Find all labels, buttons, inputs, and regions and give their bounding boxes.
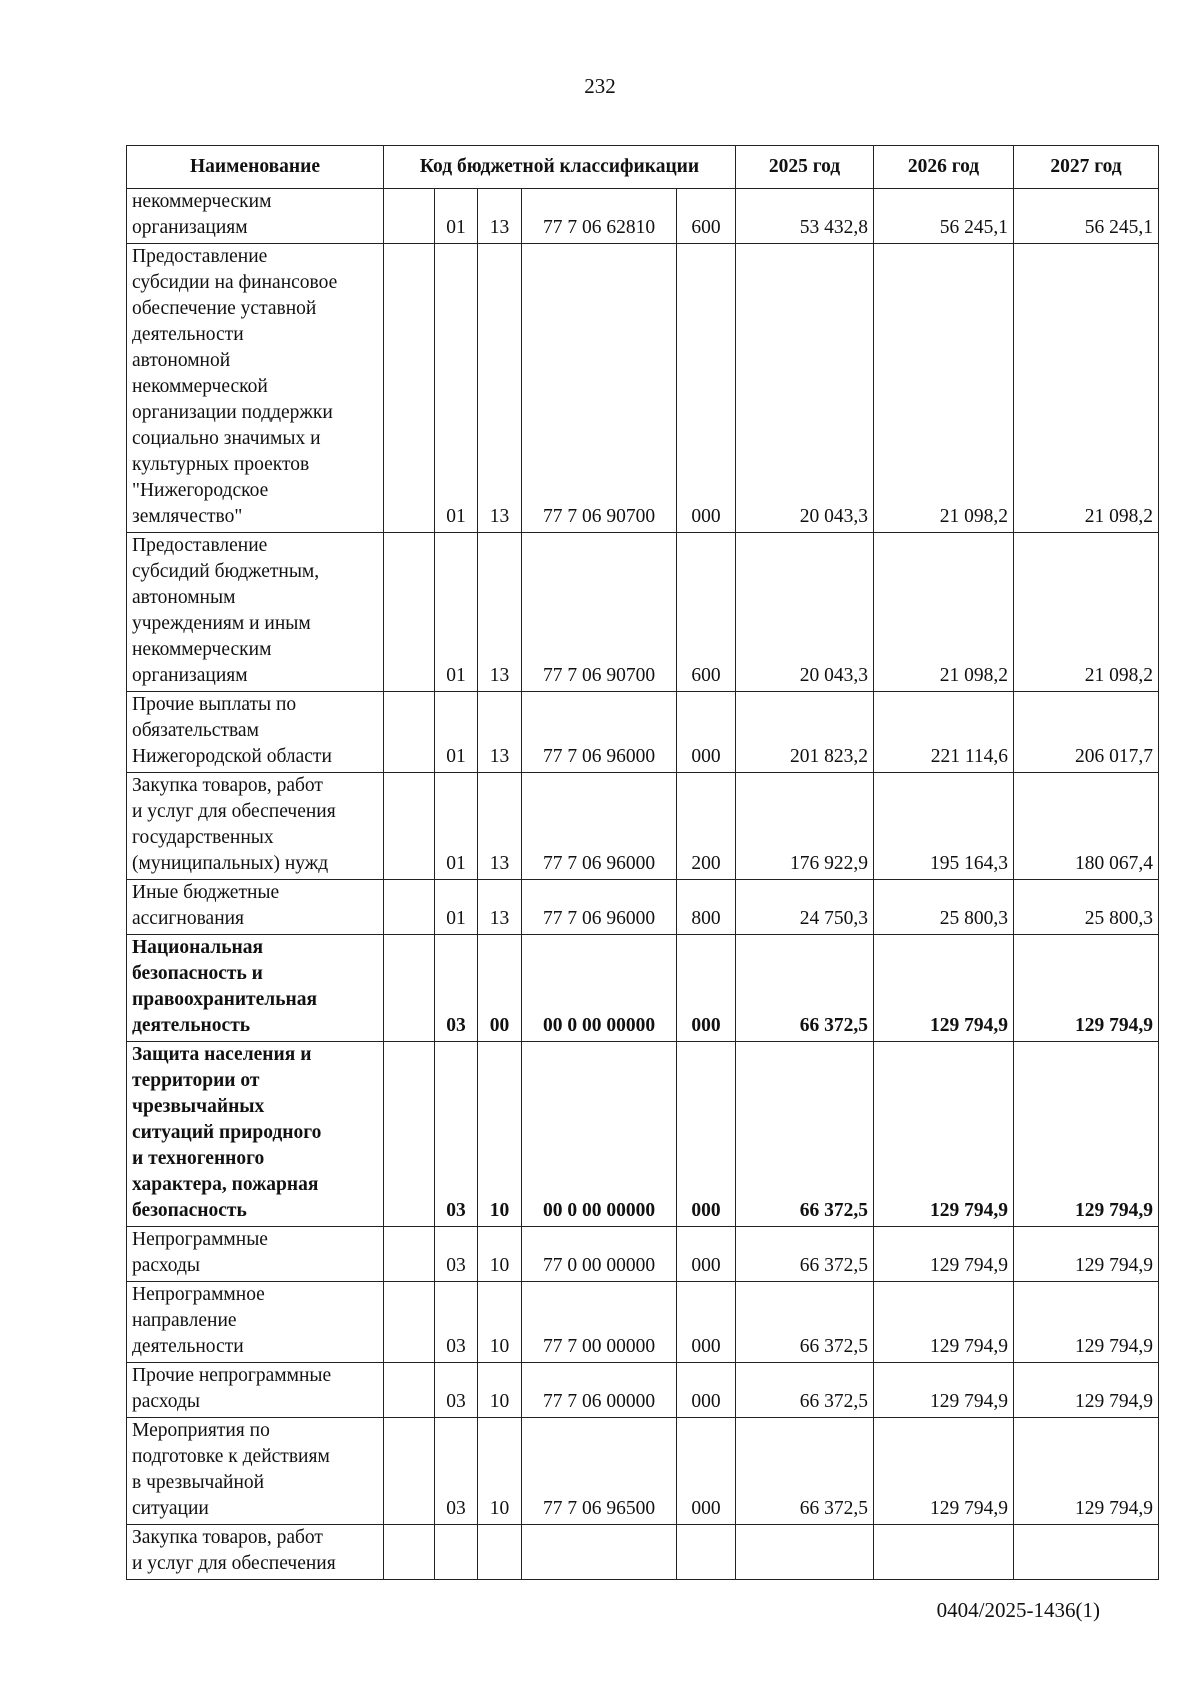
cell-target-article: [522, 1525, 677, 1580]
cell-expense-type: 600: [677, 533, 736, 692]
cell-expense-type: [677, 1525, 736, 1580]
cell-section: 01: [435, 692, 478, 773]
cell-name: Иные бюджетные ассигнования: [127, 880, 384, 935]
cell-subsection: 13: [478, 244, 522, 533]
cell-2026: 221 114,6: [874, 692, 1014, 773]
table-row: [127, 1227, 1159, 1282]
cell-name: Непрограммные расходы: [127, 1227, 384, 1282]
cell-2027: 206 017,7: [1014, 692, 1159, 773]
cell-2026: 21 098,2: [874, 533, 1014, 692]
cell-expense-type: 000: [677, 935, 736, 1042]
cell-empty: [384, 189, 435, 244]
cell-2025: 53 432,8: [736, 189, 874, 244]
cell-expense-type: 200: [677, 773, 736, 880]
cell-expense-type: 000: [677, 692, 736, 773]
table-row: [127, 935, 1159, 1042]
cell-2025: 176 922,9: [736, 773, 874, 880]
cell-2025: 66 372,5: [736, 1227, 874, 1282]
cell-2025: 66 372,5: [736, 1042, 874, 1227]
cell-2027: 129 794,9: [1014, 1282, 1159, 1363]
cell-expense-type: 600: [677, 189, 736, 244]
cell-empty: [384, 773, 435, 880]
cell-2027: 129 794,9: [1014, 935, 1159, 1042]
cell-name: Мероприятия по подготовке к действиям в чрезвычайной ситуации: [127, 1418, 384, 1525]
cell-subsection: 10: [478, 1227, 522, 1282]
cell-2026: 129 794,9: [874, 1042, 1014, 1227]
cell-section: 03: [435, 1418, 478, 1525]
header-2026: 2026 год: [874, 146, 1014, 189]
cell-name: Закупка товаров, работ и услуг для обеспечения государственных (муниципальных) нужд: [127, 773, 384, 880]
cell-section: 01: [435, 189, 478, 244]
cell-empty: [384, 1042, 435, 1227]
cell-target-article: 77 7 06 96000: [522, 692, 677, 773]
cell-section: [435, 1525, 478, 1580]
cell-section: 01: [435, 773, 478, 880]
header-2025: 2025 год: [736, 146, 874, 189]
cell-name: некоммерческим организациям: [127, 189, 384, 244]
cell-section: 03: [435, 1227, 478, 1282]
cell-2026: 129 794,9: [874, 935, 1014, 1042]
cell-subsection: 10: [478, 1282, 522, 1363]
cell-target-article: 77 7 00 00000: [522, 1282, 677, 1363]
cell-section: 03: [435, 1042, 478, 1227]
cell-subsection: 13: [478, 773, 522, 880]
cell-name: Защита населения и территории от чрезвычайных ситуаций природного и техногенного характера, пожарная безопасность: [127, 1042, 384, 1227]
table-row: [127, 244, 1159, 533]
cell-2027: 21 098,2: [1014, 533, 1159, 692]
cell-2025: 20 043,3: [736, 533, 874, 692]
cell-name: Предоставление субсидии на финансовое обеспечение уставной деятельности автономной некоммерческой организации поддержки социально значимых и культурных проектов "Нижегородское землячество": [127, 244, 384, 533]
cell-name: Национальная безопасность и правоохранительная деятельность: [127, 935, 384, 1042]
cell-target-article: 77 0 00 00000: [522, 1227, 677, 1282]
cell-2027: 129 794,9: [1014, 1042, 1159, 1227]
cell-target-article: 77 7 06 00000: [522, 1363, 677, 1418]
table-row: [127, 1042, 1159, 1227]
cell-2027: 129 794,9: [1014, 1363, 1159, 1418]
cell-subsection: 13: [478, 692, 522, 773]
cell-subsection: 13: [478, 533, 522, 692]
cell-target-article: 77 7 06 62810: [522, 189, 677, 244]
cell-2025: 66 372,5: [736, 1282, 874, 1363]
table-row: [127, 1282, 1159, 1363]
cell-section: 01: [435, 533, 478, 692]
table-body: [127, 189, 1159, 1580]
cell-target-article: 77 7 06 90700: [522, 244, 677, 533]
table-row: [127, 692, 1159, 773]
cell-subsection: 10: [478, 1418, 522, 1525]
cell-section: 01: [435, 880, 478, 935]
cell-expense-type: 000: [677, 1042, 736, 1227]
cell-subsection: [478, 1525, 522, 1580]
cell-2026: 129 794,9: [874, 1418, 1014, 1525]
table-row: [127, 189, 1159, 244]
cell-2025: 66 372,5: [736, 1418, 874, 1525]
cell-empty: [384, 1525, 435, 1580]
cell-2026: 129 794,9: [874, 1363, 1014, 1418]
cell-subsection: 00: [478, 935, 522, 1042]
cell-name: Предоставление субсидий бюджетным, автономным учреждениям и иным некоммерческим организациям: [127, 533, 384, 692]
cell-empty: [384, 880, 435, 935]
cell-expense-type: 800: [677, 880, 736, 935]
cell-2026: 25 800,3: [874, 880, 1014, 935]
cell-2026: 129 794,9: [874, 1282, 1014, 1363]
cell-2027: 129 794,9: [1014, 1418, 1159, 1525]
cell-2025: 66 372,5: [736, 1363, 874, 1418]
cell-section: 03: [435, 1282, 478, 1363]
cell-expense-type: 000: [677, 1418, 736, 1525]
document-code: 0404/2025-1436(1): [936, 1598, 1100, 1622]
table-row: [127, 1418, 1159, 1525]
cell-2027: 25 800,3: [1014, 880, 1159, 935]
cell-expense-type: 000: [677, 1282, 736, 1363]
cell-2027: 180 067,4: [1014, 773, 1159, 880]
cell-2026: 56 245,1: [874, 189, 1014, 244]
cell-expense-type: 000: [677, 244, 736, 533]
cell-expense-type: 000: [677, 1363, 736, 1418]
cell-empty: [384, 692, 435, 773]
cell-2025: 24 750,3: [736, 880, 874, 935]
cell-2025: 20 043,3: [736, 244, 874, 533]
cell-target-article: 77 7 06 96000: [522, 773, 677, 880]
cell-subsection: 13: [478, 189, 522, 244]
cell-subsection: 10: [478, 1042, 522, 1227]
cell-subsection: 13: [478, 880, 522, 935]
table-header-row: [127, 146, 1159, 189]
header-code: Код бюджетной классификации: [384, 146, 736, 189]
page-number: 232: [584, 74, 616, 98]
cell-empty: [384, 1363, 435, 1418]
table-row: [127, 533, 1159, 692]
cell-target-article: 77 7 06 96500: [522, 1418, 677, 1525]
cell-2027: 129 794,9: [1014, 1227, 1159, 1282]
table-row: [127, 773, 1159, 880]
table-row: [127, 880, 1159, 935]
table-row: [127, 1525, 1159, 1580]
cell-2026: 21 098,2: [874, 244, 1014, 533]
cell-target-article: 00 0 00 00000: [522, 935, 677, 1042]
cell-2027: [1014, 1525, 1159, 1580]
table-row: [127, 1363, 1159, 1418]
cell-section: 01: [435, 244, 478, 533]
cell-section: 03: [435, 935, 478, 1042]
cell-name: Непрограммное направление деятельности: [127, 1282, 384, 1363]
header-name: Наименование: [127, 146, 384, 189]
cell-empty: [384, 1418, 435, 1525]
cell-name: Прочие выплаты по обязательствам Нижегородской области: [127, 692, 384, 773]
cell-name: Прочие непрограммные расходы: [127, 1363, 384, 1418]
cell-2025: 201 823,2: [736, 692, 874, 773]
budget-table: [126, 145, 1159, 1580]
cell-name: Закупка товаров, работ и услуг для обеспечения: [127, 1525, 384, 1580]
cell-2027: 21 098,2: [1014, 244, 1159, 533]
cell-section: 03: [435, 1363, 478, 1418]
cell-empty: [384, 1282, 435, 1363]
cell-2026: 195 164,3: [874, 773, 1014, 880]
cell-2025: [736, 1525, 874, 1580]
cell-target-article: 77 7 06 96000: [522, 880, 677, 935]
cell-2026: [874, 1525, 1014, 1580]
cell-empty: [384, 935, 435, 1042]
cell-empty: [384, 1227, 435, 1282]
cell-subsection: 10: [478, 1363, 522, 1418]
cell-expense-type: 000: [677, 1227, 736, 1282]
cell-2026: 129 794,9: [874, 1227, 1014, 1282]
cell-target-article: 00 0 00 00000: [522, 1042, 677, 1227]
header-2027: 2027 год: [1014, 146, 1159, 189]
cell-2025: 66 372,5: [736, 935, 874, 1042]
cell-empty: [384, 244, 435, 533]
cell-target-article: 77 7 06 90700: [522, 533, 677, 692]
cell-2027: 56 245,1: [1014, 189, 1159, 244]
cell-empty: [384, 533, 435, 692]
